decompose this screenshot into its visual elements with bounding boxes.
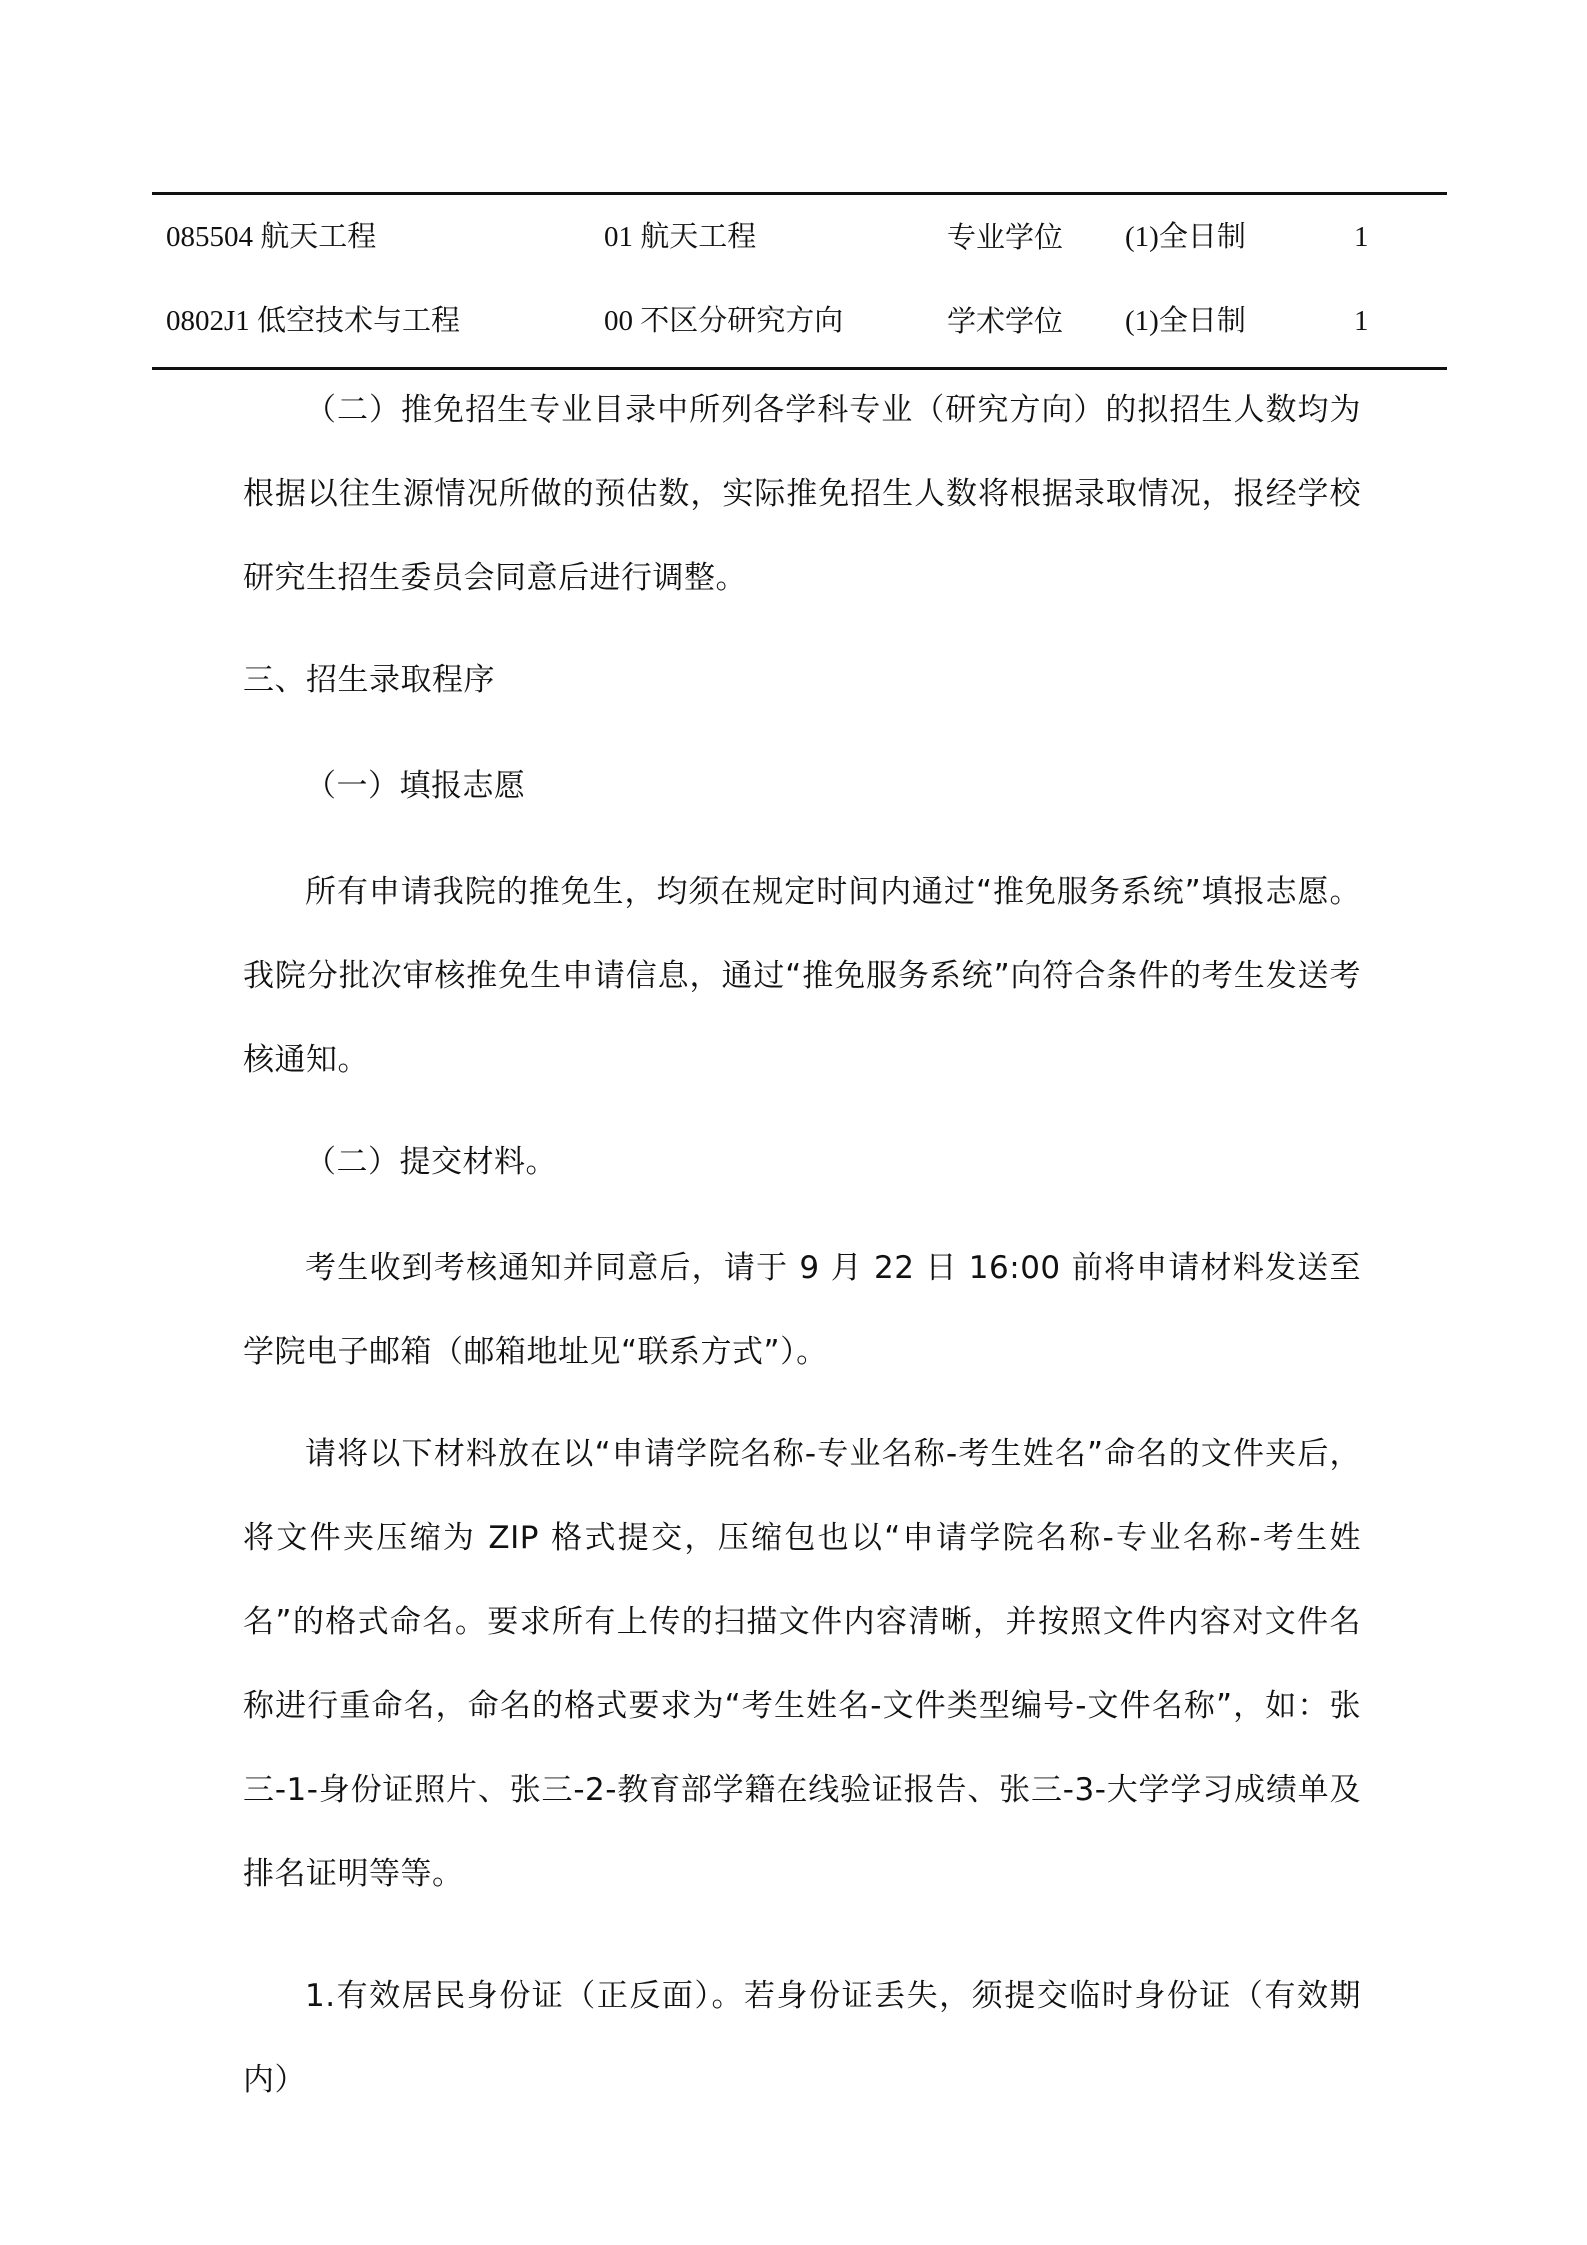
subsection-heading: （一）填报志愿 — [305, 768, 526, 804]
degree-type-cell: 专业学位 — [947, 220, 1064, 254]
section-heading: 三、招生录取程序 — [243, 662, 495, 698]
quota-count-cell: 1 — [1354, 305, 1369, 337]
package-instructions-paragraph: 请将以下材料放在以“申请学院名称-专业名称-考生姓名”命名的文件夹后，将文件夹压缩为 ZIP 格式提交，压缩包也以“申请学院名称-专业名称-考生姓名”的格式命名。要求所有上传的扫描文件内容清晰，并按照文件内容对文件名称进行重命名，命名的格式要求为“考生姓名-文件类型编号-文件名称”，如：张三-1-身份证照片、张三-2-教育部学籍在线验证报告、张三-3-大学学习成绩单及排名证明等等。 — [243, 1436, 1361, 1892]
major-cell: 085504 航天工程 — [166, 221, 377, 253]
submit-materials-paragraph: 考生收到考核通知并同意后，请于 9 月 22 日 16:00 前将申请材料发送至学院电子邮箱（邮箱地址见“联系方式”）。 — [243, 1250, 1361, 1370]
table-row — [152, 279, 1447, 363]
study-mode-cell: (1)全日制 — [1125, 221, 1246, 253]
major-cell: 0802J1 低空技术与工程 — [166, 305, 461, 337]
enrollment-table — [152, 192, 1447, 370]
quota-count-cell: 1 — [1354, 221, 1369, 253]
degree-type-cell: 学术学位 — [947, 304, 1064, 338]
study-mode-cell: (1)全日制 — [1125, 305, 1246, 337]
fill-volunteer-paragraph: 所有申请我院的推免生，均须在规定时间内通过“推免服务系统”填报志愿。我院分批次审核推免生申请信息，通过“推免服务系统”向符合条件的考生发送考核通知。 — [243, 874, 1361, 1078]
subsection-heading: （二）提交材料。 — [305, 1144, 557, 1180]
research-direction-cell: 00 不区分研究方向 — [604, 305, 844, 337]
table-row — [152, 195, 1447, 279]
research-direction-cell: 01 航天工程 — [604, 221, 757, 253]
quota-note-paragraph: （二）推免招生专业目录中所列各学科专业（研究方向）的拟招生人数均为根据以往生源情况所做的预估数，实际推免招生人数将根据录取情况，报经学校研究生招生委员会同意后进行调整。 — [243, 392, 1361, 596]
material-list-item: 1.有效居民身份证（正反面）。若身份证丢失，须提交临时身份证（有效期内） — [243, 1978, 1361, 2098]
